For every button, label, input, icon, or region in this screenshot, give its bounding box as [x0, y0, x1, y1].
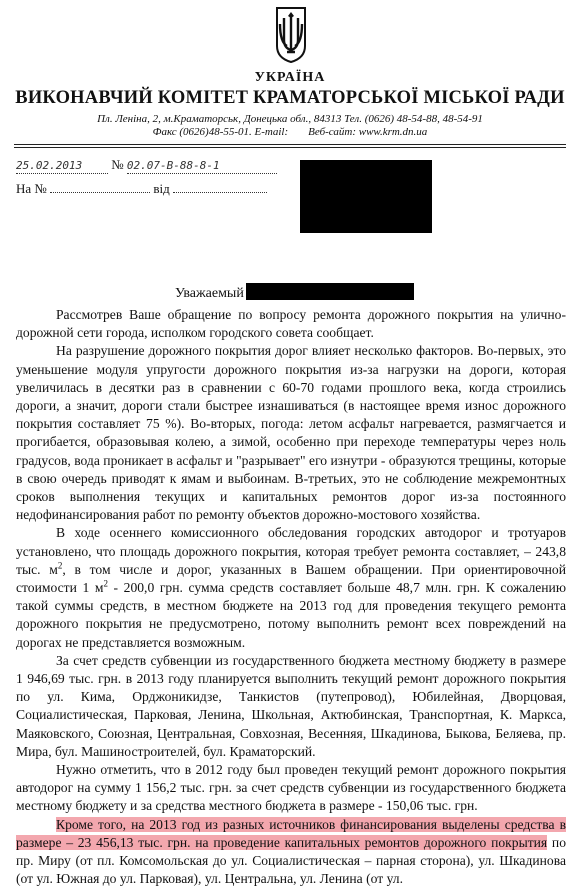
paragraph-4: За счет средств субвенции из государственного бюджета местному бюджету в размере 1 946,69 тыс. грн. в 2013 году планируется выполнить текущий ремонт дорожного покрытия по ул. Кима, Орджоникидзе, Танкистов (путепровод), Юбилейная, Дворцовая, Социалистическая, Парковая, Ленина, Школьная, Актюбинская, Транспортная, К. Маркса, Маяковского, Союзная, Центральная, Совхозная, Весенняя, Шкадинова, Быкова, Беляева, пр. Мира, бул. Машиностроителей, бул. Краматорский. — [16, 652, 566, 759]
redacted-name — [246, 283, 414, 300]
handwritten-date: 25.02.2013 — [16, 159, 83, 172]
letter-body — [16, 306, 566, 889]
paragraph-3-part-c: - 200,0 грн. сумма средств составляет больше 48,7 млн. грн. К сожалению такой суммы средств, в местном бюджете на 2013 год для проведения текущего ремонта дорожного покрытия не предусмотрено, потому выполнить ремонт всех повреждений на дорогах не представляется возможным. — [16, 580, 566, 650]
redacted-addressee-block — [300, 160, 432, 233]
number-label: № — [111, 157, 124, 172]
vid-label: від — [153, 181, 170, 196]
paragraph-5: Нужно отметить, что в 2012 году был проведен текущий ремонт дорожного покрытия автодорог на сумму 1 156,2 тыс. грн. за счет средств субвенции из государственного бюджета местному бюджету и за средства местного бюджета в размере - 150,06 тыс. грн. — [16, 762, 566, 814]
reference-line — [16, 181, 267, 197]
paragraph-3-part-a: В ходе осеннего комиссионного обследования городских автодорог и тротуаров установлено, что площадь дорожного покрытия, которая требует ремонта составляет, – 243,8 тыс. м — [16, 525, 566, 577]
paragraph-1: Рассмотрев Ваше обращение по вопросу ремонта дорожного покрытия на улично-дорожной сети города, исполком городского совета сообщает. — [16, 307, 566, 341]
greeting — [175, 283, 414, 302]
address-line: Пл. Леніна, 2, м.Краматорськ, Донецька обл., 84313 Тел. (0626) 48-54-88, 48-54-91 — [97, 113, 483, 125]
registration-line — [16, 157, 277, 174]
country-title: УКРАЇНА — [254, 70, 326, 85]
paragraph-3 — [16, 524, 566, 651]
header-rule — [14, 144, 566, 145]
paragraph-3-part-b: , в том числе и дорог, указанных в Вашем обращении. При ориентировочной стоимости 1 м — [16, 561, 566, 596]
handwritten-number: 02.07-В-88-8-1 — [126, 159, 220, 172]
committee-title: ВИКОНАВЧИЙ КОМІТЕТ КРАМАТОРСЬКОЇ МІСЬКОЇ РАДИ — [15, 88, 565, 108]
contacts-line — [0, 126, 580, 138]
paragraph-6-rest: по пр. Миру (от пл. Комсомольская до ул. Социалистическая – парная сторона), ул. Шкадинова (от ул. Южная до ул. Парковая), ул. Центральна, ул. Ленина (от ул. — [16, 834, 566, 887]
paragraph-2: На разрушение дорожного покрытия дорог влияет несколько факторов. Во-первых, это уменьшение модуля упругости дорожного покрытия из-за нагрузки на дороги, которая увеличилась в десятки раз в сравнении с 60-70 годами прошлого века, когда строились дороги, а значит, дороги стали быстрее изнашиваться (в настоящее время износ дорожного покрытия составляет 75 %). Во-вторых, погода: летом асфальт нагревается, размягчается и прогибается, образовывая колею, а зимой, особенно при переходе температуры через ноль градусов, вода проникает в асфальт и "разрывает" его изнутри - образуются трещины, которые в свою очередь приводят к ямам и выбоинам. В-третьих, это не соблюдение межремонтных сроков выполнения текущих и капитальных ремонтов дорог из-за постоянного недофинансирования работ по ремонту объектов дорожно-мостового хозяйства. — [16, 343, 566, 523]
header-rule-thin — [14, 147, 566, 148]
greeting-text: Уважаемый — [175, 286, 244, 301]
highlighted-text: Кроме того, на 2013 год из разных источников финансирования выделены средства в размере – 23 456,13 тыс. грн. на проведение капитальных ремонтов дорожного покрытия — [16, 816, 566, 850]
trident-coat-of-arms-icon — [274, 6, 308, 64]
na-label: На № — [16, 181, 47, 196]
superscript: 2 — [57, 560, 63, 571]
website: Веб-сайт: www.krm.dn.ua — [308, 126, 428, 138]
superscript: 2 — [103, 578, 108, 589]
fax-email: Факс (0626)48-55-01. E-mail: — [152, 126, 289, 138]
paragraph-6 — [16, 816, 566, 889]
